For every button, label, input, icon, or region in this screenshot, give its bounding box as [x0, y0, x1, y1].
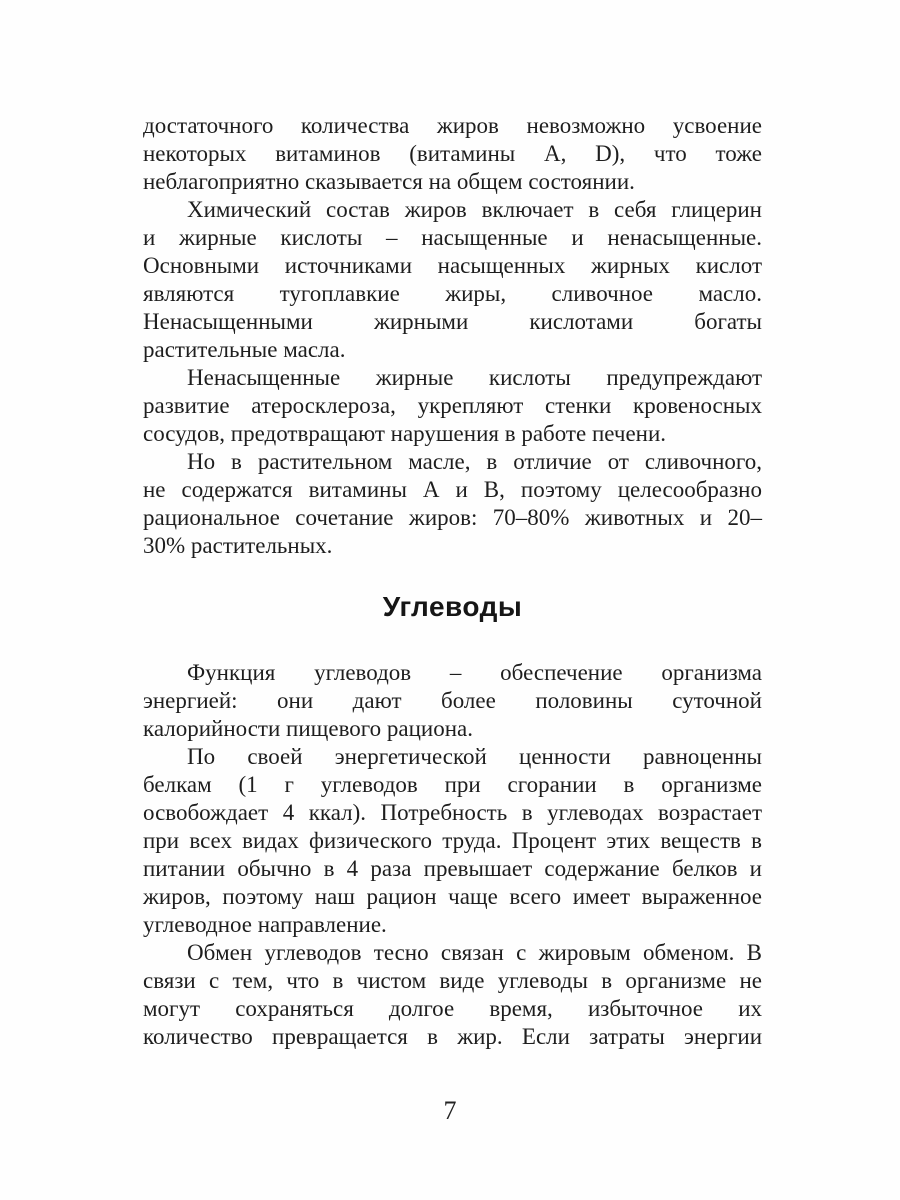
paragraph-line: развитие атеросклероза, укрепляют стенки кровеносных — [143, 393, 762, 418]
paragraph-line: сосудов, предотвращают нарушения в работе печени. — [143, 421, 667, 446]
paragraph — [143, 659, 762, 743]
paragraph-line: жиров, поэтому наш рацион чаще всего имеет выраженное — [143, 884, 762, 909]
paragraph-line: некоторых витаминов (витамины А, D), что тоже — [143, 141, 762, 166]
paragraph-line: количество превращается в жир. Если затраты энергии — [143, 1024, 762, 1049]
paragraph-line: могут сохраняться долгое время, избыточное их — [143, 996, 762, 1021]
paragraph-line: Основными источниками насыщенных жирных кислот — [143, 253, 762, 278]
paragraph-line: калорийности пищевого рациона. — [143, 716, 473, 741]
paragraph — [143, 743, 762, 939]
paragraph-line: энергией: они дают более половины суточной — [143, 688, 762, 713]
paragraph — [143, 196, 762, 364]
paragraph-line: Но в растительном масле, в отличие от сливочного, — [187, 449, 762, 474]
paragraph-line: рациональное сочетание жиров: 70–80% животных и 20– — [143, 505, 762, 530]
paragraph — [143, 939, 762, 1051]
paragraph-line: Химический состав жиров включает в себя глицерин — [187, 197, 762, 222]
paragraph-line: Ненасыщенные жирные кислоты предупреждают — [187, 365, 762, 390]
paragraph-line: питании обычно в 4 раза превышает содержание белков и — [143, 856, 762, 881]
paragraph — [143, 364, 762, 448]
paragraph-line: 30% растительных. — [143, 533, 333, 558]
paragraph-line: являются тугоплавкие жиры, сливочное масло. — [143, 281, 762, 306]
paragraph-line: и жирные кислоты – насыщенные и ненасыщенные. — [143, 225, 762, 250]
paragraph-line: углеводное направление. — [143, 912, 387, 937]
paragraph-line: Функция углеводов – обеспечение организма — [187, 660, 762, 685]
paragraph-line: По своей энергетической ценности равноценны — [187, 744, 762, 769]
paragraph-line: Ненасыщенными жирными кислотами богаты — [143, 309, 762, 334]
paragraph — [143, 112, 762, 196]
paragraph-line: достаточного количества жиров невозможно усвоение — [143, 113, 762, 138]
paragraph-line: растительные масла. — [143, 337, 346, 362]
paragraph-line: связи с тем, что в чистом виде углеводы в организме не — [143, 968, 762, 993]
section-heading: Углеводы — [382, 591, 523, 622]
paragraph-line: освобождает 4 ккал). Потребность в углеводах возрастает — [143, 800, 762, 825]
page-number: 7 — [443, 1096, 457, 1125]
paragraph — [143, 448, 762, 560]
text-column — [143, 112, 762, 1051]
paragraph-line: при всех видах физического труда. Процент этих веществ в — [143, 828, 762, 853]
paragraph-line: неблагоприятно сказывается на общем состоянии. — [143, 169, 635, 194]
paragraph-line: белкам (1 г углеводов при сгорании в организме — [143, 772, 762, 797]
paragraph-line: Обмен углеводов тесно связан с жировым обменом. В — [187, 940, 762, 965]
paragraph-line: не содержатся витамины А и В, поэтому целесообразно — [143, 477, 762, 502]
